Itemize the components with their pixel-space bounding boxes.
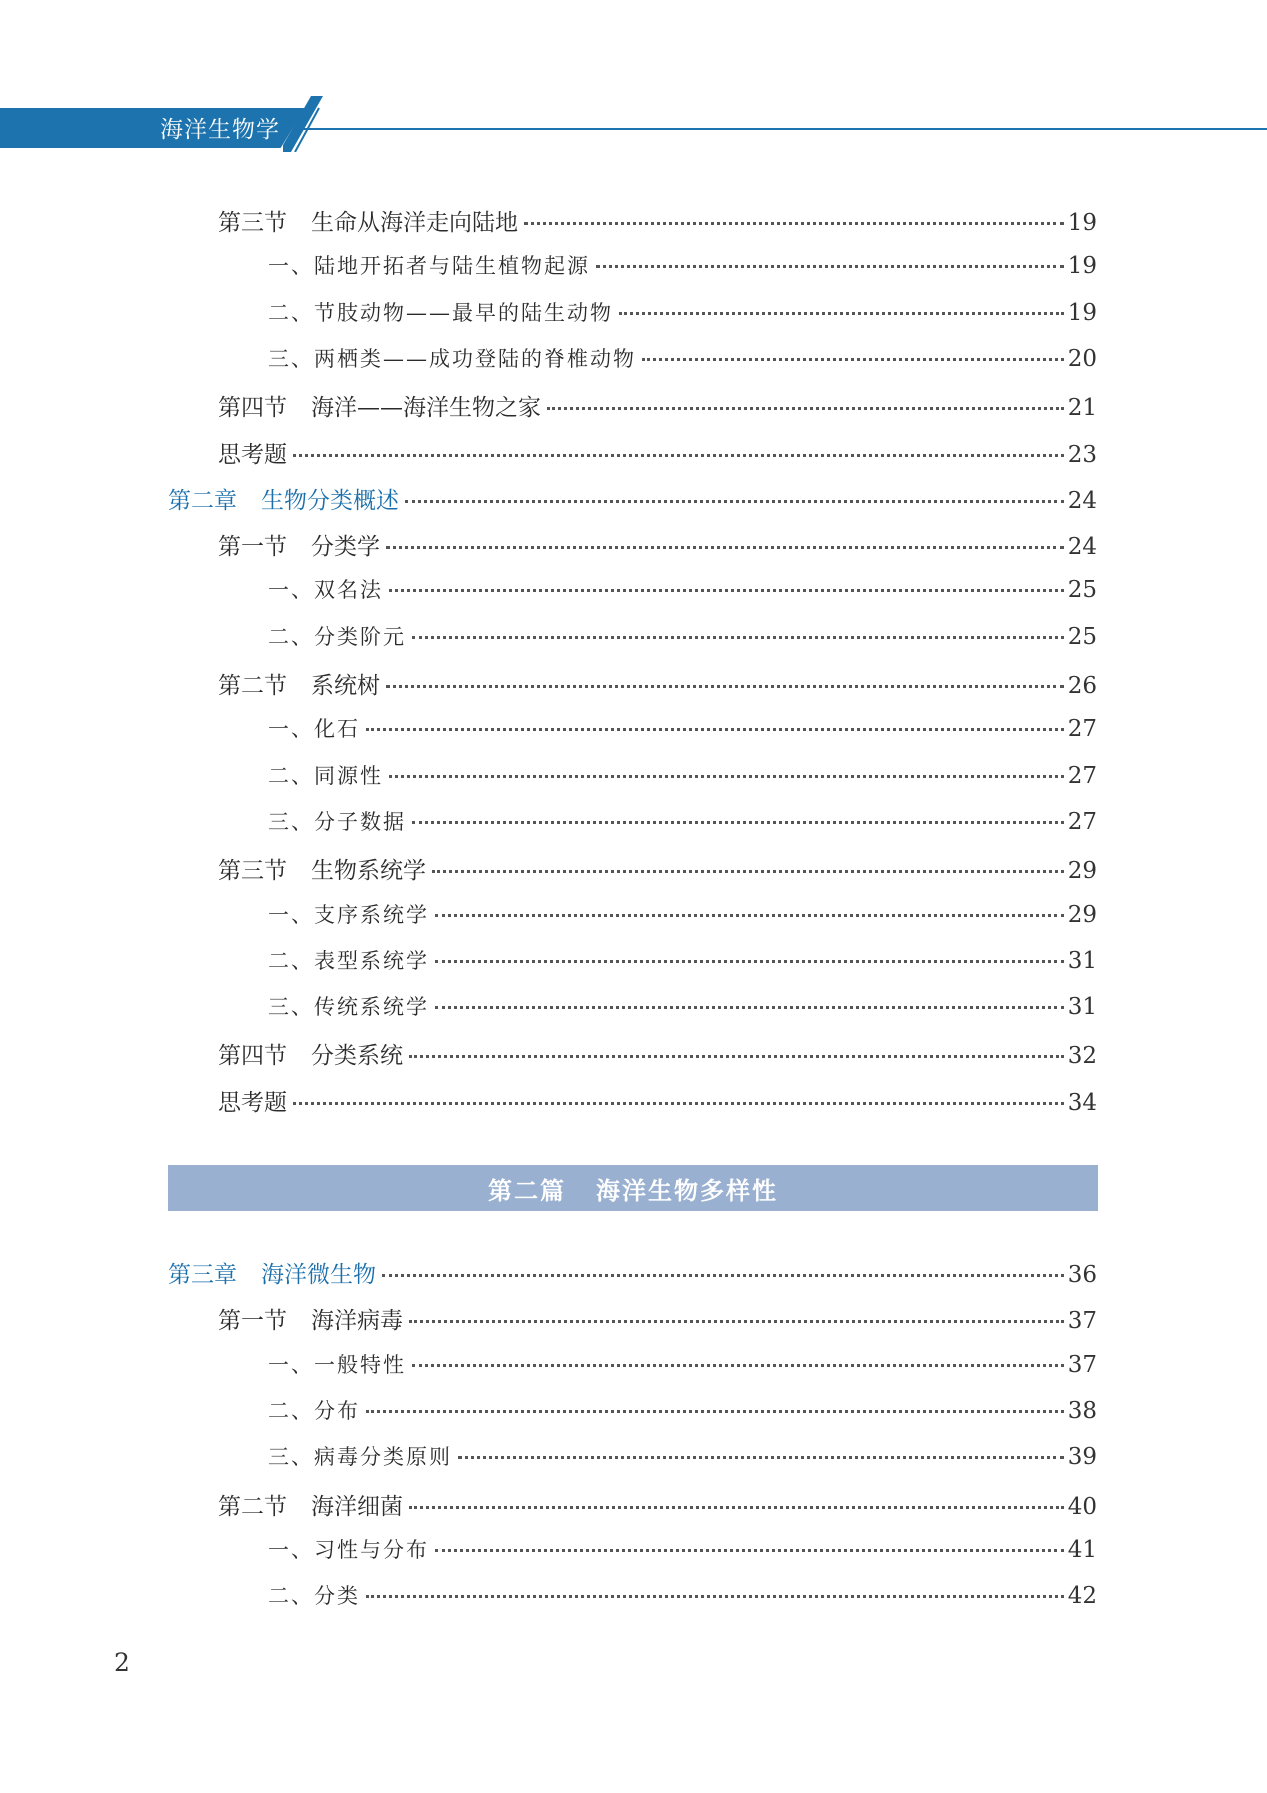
toc-entry-number: 三、 — [268, 809, 314, 834]
toc-entry-section[interactable] — [218, 204, 1097, 244]
toc-entry-item[interactable] — [268, 1349, 1097, 1389]
toc-entry-title: 生物系统学 — [311, 858, 426, 885]
toc-entry-number: 三、 — [268, 995, 314, 1020]
toc-entry-item[interactable] — [268, 1534, 1097, 1574]
toc-entry-item[interactable] — [268, 343, 1097, 383]
toc-entry-item[interactable] — [268, 297, 1097, 337]
toc-entry-title: 两栖类——成功登陆的脊椎动物 — [314, 346, 636, 371]
toc-entry-label — [218, 204, 518, 237]
toc-entry-page: 25 — [1067, 577, 1097, 604]
header-slash-decoration — [283, 96, 323, 152]
toc-entry-page: 31 — [1067, 994, 1097, 1021]
toc-entry-title: 生物分类概述 — [261, 487, 399, 514]
toc-dot-leader — [366, 1410, 1064, 1413]
toc-entry-page: 21 — [1067, 395, 1097, 422]
toc-entry-section[interactable] — [218, 389, 1097, 429]
toc-entry-title: 传统系统学 — [314, 995, 429, 1020]
toc-entry-label — [268, 713, 360, 743]
toc-entry-title: 同源性 — [314, 763, 383, 788]
toc-entry-item[interactable] — [268, 1395, 1097, 1435]
toc-entry-label — [268, 1395, 360, 1425]
toc-entry-label — [168, 1256, 376, 1289]
toc-dot-leader — [547, 407, 1064, 410]
toc-entry-label — [268, 1534, 429, 1564]
toc-entry-label — [268, 1349, 406, 1379]
toc-entry-number: 第三节 — [218, 210, 287, 236]
toc-dot-leader — [386, 546, 1064, 549]
toc-entry-item[interactable] — [268, 713, 1097, 753]
toc-entry-item[interactable] — [268, 1441, 1097, 1481]
toc-entry-number: 第四节 — [218, 1043, 287, 1070]
toc-dot-leader — [366, 728, 1064, 731]
toc-dot-leader — [382, 1274, 1064, 1277]
toc-entry-title: 病毒分类原则 — [314, 1445, 452, 1470]
toc-entry-label — [218, 852, 426, 885]
toc-entry-number: 一、 — [268, 1352, 314, 1377]
toc-dot-leader — [389, 589, 1064, 592]
toc-dot-leader — [409, 1320, 1064, 1323]
toc-entry-number: 一、 — [268, 1537, 314, 1562]
toc-entry-page: 31 — [1067, 947, 1097, 974]
part-banner — [168, 1165, 1098, 1211]
toc-entry-label — [268, 621, 406, 651]
toc-dot-leader — [412, 636, 1064, 639]
toc-entry-item[interactable] — [268, 806, 1097, 846]
toc-entry-label — [218, 528, 380, 561]
toc-entry-title: 一般特性 — [314, 1352, 406, 1377]
toc-entry-page: 19 — [1067, 210, 1097, 236]
toc-dot-leader — [293, 1102, 1064, 1105]
toc-entry-label — [218, 389, 541, 422]
toc-entry-label — [218, 436, 287, 469]
toc-entry-title: 思考题 — [218, 441, 287, 468]
toc-entry-section[interactable] — [218, 1037, 1097, 1077]
toc-entry-page: 29 — [1067, 858, 1097, 885]
toc-dot-leader — [386, 685, 1064, 688]
toc-entry-item[interactable] — [268, 945, 1097, 985]
toc-entry-title: 节肢动物——最早的陆生动物 — [314, 300, 613, 325]
toc-entry-page: 36 — [1067, 1262, 1097, 1288]
toc-dot-leader — [409, 1506, 1064, 1509]
toc-entry-section[interactable] — [218, 1488, 1097, 1528]
toc-entry-page: 27 — [1067, 808, 1097, 835]
toc-dot-leader — [409, 1055, 1064, 1058]
toc-entry-page: 32 — [1067, 1043, 1097, 1070]
toc-dot-leader — [405, 500, 1064, 503]
toc-entry-page: 37 — [1067, 1351, 1097, 1378]
toc-entry-item[interactable] — [268, 991, 1097, 1031]
toc-dot-leader — [524, 222, 1064, 225]
toc-entry-number: 三、 — [268, 1445, 314, 1470]
toc-dot-leader — [435, 914, 1064, 917]
toc-entry-number: 第二节 — [218, 1493, 287, 1520]
toc-entry-page: 25 — [1067, 623, 1097, 650]
toc-entry-number: 第二节 — [218, 673, 287, 699]
toc-entry-page: 26 — [1067, 673, 1097, 699]
toc-entry-section[interactable] — [218, 1302, 1097, 1342]
toc-entry-page: 38 — [1067, 1397, 1097, 1424]
toc-dot-leader — [619, 312, 1064, 315]
toc-entry-number: 三、 — [268, 346, 314, 371]
toc-entry-number: 一、 — [268, 902, 314, 927]
toc-entry-number: 第二章 — [168, 487, 237, 514]
part-title: 海洋生物多样性 — [596, 1176, 778, 1205]
toc-entry-number: 二、 — [268, 1584, 314, 1609]
toc-entry-number: 第三章 — [168, 1262, 237, 1288]
toc-entry-label — [218, 1037, 403, 1070]
toc-entry-label — [218, 1488, 403, 1521]
toc-dot-leader — [596, 265, 1064, 268]
toc-entry-label — [168, 482, 399, 515]
toc-entry-label — [268, 760, 383, 790]
toc-dot-leader — [412, 1364, 1064, 1367]
toc-entry-page: 34 — [1067, 1089, 1097, 1116]
toc-entry-item[interactable] — [268, 899, 1097, 939]
toc-entry-section[interactable] — [218, 528, 1097, 568]
toc-entry-title: 海洋细菌 — [311, 1493, 403, 1520]
toc-entry-item[interactable] — [268, 574, 1097, 614]
toc-entry-title: 表型系统学 — [314, 948, 429, 973]
toc-entry-page: 24 — [1067, 487, 1097, 514]
toc-dot-leader — [435, 1006, 1064, 1009]
toc-dot-leader — [293, 454, 1064, 457]
toc-entry-label — [268, 1441, 452, 1471]
toc-dot-leader — [432, 870, 1064, 873]
toc-entry-title: 支序系统学 — [314, 902, 429, 927]
toc-entry-section[interactable] — [218, 436, 1097, 476]
toc-entry-number: 二、 — [268, 948, 314, 973]
header-rule — [300, 128, 1267, 130]
toc-entry-page: 23 — [1067, 441, 1097, 468]
toc-dot-leader — [642, 358, 1064, 361]
toc-entry-number: 一、 — [268, 254, 314, 279]
toc-entry-page: 39 — [1067, 1444, 1097, 1471]
toc-entry-number: 二、 — [268, 300, 314, 325]
toc-entry-title: 双名法 — [314, 578, 383, 603]
toc-entry-item[interactable] — [268, 621, 1097, 661]
toc-dot-leader — [435, 1549, 1064, 1552]
toc-entry-label — [268, 1580, 360, 1610]
toc-entry-label — [218, 1084, 287, 1117]
toc-entry-number: 二、 — [268, 624, 314, 649]
toc-entry-chapter[interactable] — [168, 1256, 1097, 1296]
toc-entry-title: 海洋——海洋生物之家 — [311, 395, 541, 422]
toc-entry-title: 海洋微生物 — [261, 1262, 376, 1288]
toc-entry-section[interactable] — [218, 667, 1097, 707]
toc-dot-leader — [389, 775, 1064, 778]
toc-entry-page: 19 — [1067, 253, 1097, 280]
toc-entry-label — [268, 574, 383, 604]
toc-entry-number: 一、 — [268, 578, 314, 603]
toc-entry-item[interactable] — [268, 760, 1097, 800]
toc-entry-number: 二、 — [268, 1398, 314, 1423]
toc-entry-label — [268, 297, 613, 327]
toc-dot-leader — [458, 1456, 1064, 1459]
toc-entry-label — [268, 945, 429, 975]
toc-entry-number: 一、 — [268, 717, 314, 742]
toc-entry-label — [268, 343, 636, 373]
toc-entry-title: 化石 — [314, 717, 360, 742]
toc-entry-label — [268, 250, 590, 280]
toc-entry-number: 第三节 — [218, 858, 287, 885]
toc-entry-page: 37 — [1067, 1308, 1097, 1335]
toc-dot-leader — [435, 960, 1064, 963]
toc-entry-page: 42 — [1067, 1583, 1097, 1610]
toc-entry-page: 40 — [1067, 1493, 1097, 1520]
toc-entry-number: 第一节 — [218, 1308, 287, 1335]
toc-entry-page: 24 — [1067, 534, 1097, 561]
toc-entry-title: 系统树 — [311, 673, 380, 699]
toc-entry-title: 分类系统 — [311, 1043, 403, 1070]
page-number: 2 — [114, 1648, 130, 1677]
toc-entry-chapter[interactable] — [168, 482, 1097, 522]
toc-entry-number: 二、 — [268, 763, 314, 788]
toc-entry-label — [218, 1302, 403, 1335]
toc-entry-label — [268, 806, 406, 836]
toc-entry-item[interactable] — [268, 250, 1097, 290]
toc-entry-title: 习性与分布 — [314, 1537, 429, 1562]
toc-entry-page: 29 — [1067, 901, 1097, 928]
toc-entry-title: 海洋病毒 — [311, 1308, 403, 1335]
toc-entry-page: 19 — [1067, 299, 1097, 326]
toc-entry-number: 第四节 — [218, 395, 287, 422]
toc-entry-section[interactable] — [218, 1084, 1097, 1124]
toc-entry-title: 生命从海洋走向陆地 — [311, 210, 518, 236]
toc-entry-title: 陆地开拓者与陆生植物起源 — [314, 254, 590, 279]
toc-entry-title: 思考题 — [218, 1089, 287, 1116]
toc-entry-title: 分类学 — [311, 534, 380, 561]
toc-entry-label — [268, 991, 429, 1021]
toc-entry-title: 分布 — [314, 1398, 360, 1423]
toc-entry-title: 分类 — [314, 1584, 360, 1609]
toc-entry-number: 第一节 — [218, 534, 287, 561]
toc-dot-leader — [366, 1595, 1064, 1598]
toc-entry-section[interactable] — [218, 852, 1097, 892]
toc-entry-page: 27 — [1067, 716, 1097, 743]
toc-entry-label — [218, 667, 380, 700]
toc-entry-title: 分子数据 — [314, 809, 406, 834]
page-header — [0, 0, 1267, 160]
toc-entry-page: 20 — [1067, 345, 1097, 372]
header-title: 海洋生物学 — [160, 117, 280, 143]
toc-entry-item[interactable] — [268, 1580, 1097, 1620]
toc-entry-page: 27 — [1067, 762, 1097, 789]
toc-dot-leader — [412, 821, 1064, 824]
toc-entry-title: 分类阶元 — [314, 624, 406, 649]
toc-entry-label — [268, 899, 429, 929]
part-number: 第二篇 — [488, 1176, 566, 1205]
toc-entry-page: 41 — [1067, 1536, 1097, 1563]
